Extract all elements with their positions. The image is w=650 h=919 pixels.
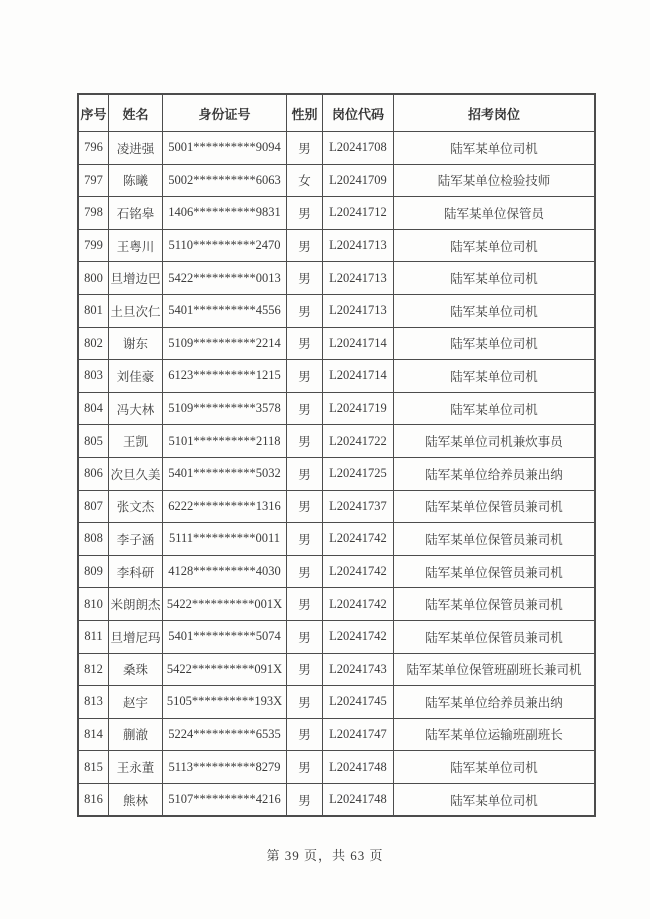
cell-id_number: 5107**********4216 — [163, 783, 287, 816]
cell-gender: 男 — [287, 197, 323, 230]
cell-job_code: L20241713 — [323, 262, 394, 295]
cell-job_code: L20241742 — [323, 620, 394, 653]
cell-position: 陆军某单位检验技师 — [394, 164, 596, 197]
cell-id_number: 5224**********6535 — [163, 718, 287, 751]
cell-gender: 男 — [287, 294, 323, 327]
cell-gender: 男 — [287, 718, 323, 751]
cell-position: 陆军某单位司机兼炊事员 — [394, 425, 596, 458]
cell-job_code: L20241742 — [323, 555, 394, 588]
cell-name: 李科研 — [109, 555, 163, 588]
cell-name: 次旦久美 — [109, 457, 163, 490]
cell-position: 陆军某单位司机 — [394, 392, 596, 425]
cell-id_number: 5422**********0013 — [163, 262, 287, 295]
cell-index: 796 — [78, 132, 109, 165]
cell-position: 陆军某单位给养员兼出纳 — [394, 457, 596, 490]
cell-name: 陈曦 — [109, 164, 163, 197]
cell-position: 陆军某单位司机 — [394, 751, 596, 784]
cell-id_number: 5001**********9094 — [163, 132, 287, 165]
cell-index: 810 — [78, 588, 109, 621]
cell-index: 798 — [78, 197, 109, 230]
column-header-gender: 性别 — [287, 94, 323, 132]
cell-id_number: 5113**********8279 — [163, 751, 287, 784]
cell-id_number: 5110**********2470 — [163, 229, 287, 262]
cell-job_code: L20241742 — [323, 588, 394, 621]
cell-gender: 男 — [287, 392, 323, 425]
table-row — [78, 653, 595, 686]
cell-name: 米朗朗杰 — [109, 588, 163, 621]
table-row — [78, 686, 595, 719]
table-row — [78, 555, 595, 588]
cell-index: 812 — [78, 653, 109, 686]
cell-job_code: L20241747 — [323, 718, 394, 751]
table-row — [78, 718, 595, 751]
cell-job_code: L20241748 — [323, 783, 394, 816]
table-row — [78, 132, 595, 165]
cell-job_code: L20241712 — [323, 197, 394, 230]
cell-gender: 男 — [287, 327, 323, 360]
cell-index: 811 — [78, 620, 109, 653]
cell-position: 陆军某单位司机 — [394, 294, 596, 327]
cell-job_code: L20241748 — [323, 751, 394, 784]
cell-gender: 男 — [287, 490, 323, 523]
cell-id_number: 6222**********1316 — [163, 490, 287, 523]
column-header-job_code: 岗位代码 — [323, 94, 394, 132]
cell-name: 土旦次仁 — [109, 294, 163, 327]
table-row — [78, 425, 595, 458]
cell-index: 816 — [78, 783, 109, 816]
table-row — [78, 523, 595, 556]
cell-gender: 男 — [287, 783, 323, 816]
cell-name: 石铭皋 — [109, 197, 163, 230]
cell-job_code: L20241714 — [323, 360, 394, 393]
cell-position: 陆军某单位保管员兼司机 — [394, 588, 596, 621]
cell-position: 陆军某单位给养员兼出纳 — [394, 686, 596, 719]
cell-gender: 女 — [287, 164, 323, 197]
cell-position: 陆军某单位保管员兼司机 — [394, 555, 596, 588]
cell-id_number: 5101**********2118 — [163, 425, 287, 458]
table-row — [78, 620, 595, 653]
cell-position: 陆军某单位运输班副班长 — [394, 718, 596, 751]
table-row — [78, 783, 595, 816]
cell-position: 陆军某单位司机 — [394, 360, 596, 393]
cell-index: 814 — [78, 718, 109, 751]
cell-name: 赵宇 — [109, 686, 163, 719]
cell-name: 旦增边巴 — [109, 262, 163, 295]
page-number-footer: 第 39 页，共 63 页 — [266, 848, 384, 863]
cell-position: 陆军某单位司机 — [394, 262, 596, 295]
cell-gender: 男 — [287, 653, 323, 686]
cell-name: 冯大林 — [109, 392, 163, 425]
cell-gender: 男 — [287, 686, 323, 719]
table-row — [78, 229, 595, 262]
cell-gender: 男 — [287, 229, 323, 262]
cell-id_number: 5401**********5074 — [163, 620, 287, 653]
cell-index: 797 — [78, 164, 109, 197]
cell-gender: 男 — [287, 523, 323, 556]
cell-name: 李子涵 — [109, 523, 163, 556]
column-header-index: 序号 — [78, 94, 109, 132]
cell-name: 刘佳豪 — [109, 360, 163, 393]
cell-name: 蒯澈 — [109, 718, 163, 751]
cell-name: 旦增尼玛 — [109, 620, 163, 653]
table-row — [78, 327, 595, 360]
column-header-position: 招考岗位 — [394, 94, 596, 132]
cell-index: 800 — [78, 262, 109, 295]
cell-index: 805 — [78, 425, 109, 458]
cell-index: 804 — [78, 392, 109, 425]
cell-job_code: L20241708 — [323, 132, 394, 165]
cell-index: 808 — [78, 523, 109, 556]
cell-id_number: 5401**********4556 — [163, 294, 287, 327]
cell-job_code: L20241725 — [323, 457, 394, 490]
cell-position: 陆军某单位保管员兼司机 — [394, 620, 596, 653]
cell-name: 王粤川 — [109, 229, 163, 262]
cell-index: 807 — [78, 490, 109, 523]
cell-index: 799 — [78, 229, 109, 262]
table-row — [78, 197, 595, 230]
cell-position: 陆军某单位保管员兼司机 — [394, 490, 596, 523]
column-header-id_number: 身份证号 — [163, 94, 287, 132]
cell-job_code: L20241743 — [323, 653, 394, 686]
cell-gender: 男 — [287, 132, 323, 165]
cell-job_code: L20241722 — [323, 425, 394, 458]
cell-gender: 男 — [287, 425, 323, 458]
cell-position: 陆军某单位司机 — [394, 327, 596, 360]
cell-id_number: 5422**********001X — [163, 588, 287, 621]
cell-id_number: 5422**********091X — [163, 653, 287, 686]
cell-name: 熊林 — [109, 783, 163, 816]
cell-job_code: L20241709 — [323, 164, 394, 197]
cell-position: 陆军某单位司机 — [394, 783, 596, 816]
cell-name: 桑珠 — [109, 653, 163, 686]
cell-name: 王凯 — [109, 425, 163, 458]
cell-job_code: L20241713 — [323, 294, 394, 327]
cell-name: 凌进强 — [109, 132, 163, 165]
table-header-row — [78, 94, 595, 132]
cell-id_number: 5105**********193X — [163, 686, 287, 719]
cell-position: 陆军某单位保管员兼司机 — [394, 523, 596, 556]
cell-gender: 男 — [287, 555, 323, 588]
cell-job_code: L20241719 — [323, 392, 394, 425]
table-row — [78, 490, 595, 523]
cell-id_number: 4128**********4030 — [163, 555, 287, 588]
cell-index: 802 — [78, 327, 109, 360]
cell-job_code: L20241737 — [323, 490, 394, 523]
cell-job_code: L20241745 — [323, 686, 394, 719]
table-row — [78, 294, 595, 327]
cell-gender: 男 — [287, 751, 323, 784]
cell-gender: 男 — [287, 262, 323, 295]
table-row — [78, 262, 595, 295]
cell-index: 806 — [78, 457, 109, 490]
cell-id_number: 5401**********5032 — [163, 457, 287, 490]
table-row — [78, 457, 595, 490]
column-header-name: 姓名 — [109, 94, 163, 132]
cell-index: 813 — [78, 686, 109, 719]
cell-position: 陆军某单位保管员 — [394, 197, 596, 230]
cell-id_number: 5002**********6063 — [163, 164, 287, 197]
cell-name: 张文杰 — [109, 490, 163, 523]
cell-position: 陆军某单位保管班副班长兼司机 — [394, 653, 596, 686]
cell-name: 谢东 — [109, 327, 163, 360]
cell-gender: 男 — [287, 620, 323, 653]
cell-index: 801 — [78, 294, 109, 327]
table-row — [78, 360, 595, 393]
cell-position: 陆军某单位司机 — [394, 229, 596, 262]
cell-id_number: 5109**********3578 — [163, 392, 287, 425]
table-row — [78, 588, 595, 621]
cell-index: 815 — [78, 751, 109, 784]
cell-job_code: L20241713 — [323, 229, 394, 262]
cell-id_number: 6123**********1215 — [163, 360, 287, 393]
table-row — [78, 164, 595, 197]
cell-job_code: L20241714 — [323, 327, 394, 360]
cell-id_number: 1406**********9831 — [163, 197, 287, 230]
recruitment-roster-table — [77, 93, 596, 817]
table-row — [78, 392, 595, 425]
cell-gender: 男 — [287, 588, 323, 621]
table-row — [78, 751, 595, 784]
cell-name: 王永董 — [109, 751, 163, 784]
cell-gender: 男 — [287, 457, 323, 490]
cell-job_code: L20241742 — [323, 523, 394, 556]
cell-index: 803 — [78, 360, 109, 393]
cell-id_number: 5111**********0011 — [163, 523, 287, 556]
cell-id_number: 5109**********2214 — [163, 327, 287, 360]
cell-gender: 男 — [287, 360, 323, 393]
cell-position: 陆军某单位司机 — [394, 132, 596, 165]
cell-index: 809 — [78, 555, 109, 588]
